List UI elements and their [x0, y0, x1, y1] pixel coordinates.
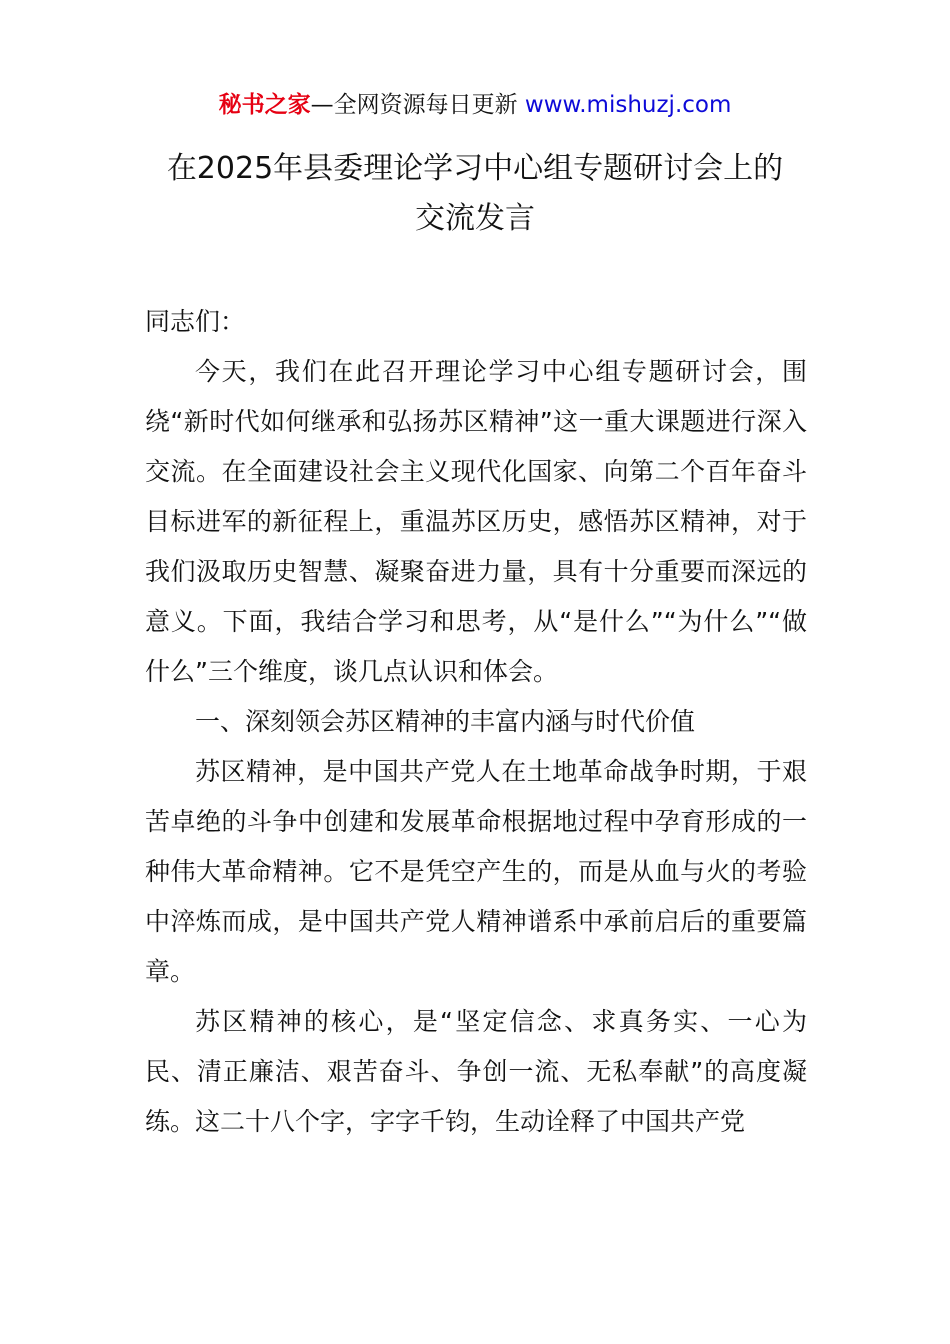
site-url-link[interactable]: www.mishuzj.com: [524, 92, 732, 118]
section-heading: 一、深刻领会苏区精神的丰富内涵与时代价值: [195, 707, 696, 736]
salutation: 同志们：: [145, 307, 246, 336]
document-body: [145, 297, 807, 1147]
site-tagline: —全网资源每日更新: [310, 92, 518, 118]
site-brand: 秘书之家: [218, 92, 311, 118]
document-title-line-2: 交流发言: [415, 201, 535, 236]
paragraph-definition: 苏区精神，是中国共产党人在土地革命战争时期，于艰苦卓绝的斗争中创建和发展革命根据地过程中孕育形成的一种伟大革命精神。它不是凭空产生的，而是从血与火的考验中淬炼而成，是中国共产党人精神谱系中承前启后的重要篇章。: [145, 757, 807, 986]
document-title-line-1: 在2025年县委理论学习中心组专题研讨会上的: [166, 151, 784, 186]
paragraph-core: 苏区精神的核心，是“坚定信念、求真务实、一心为民、清正廉洁、艰苦奋斗、争创一流、无私奉献”的高度凝练。这二十八个字，字字千钧，生动诠释了中国共产党: [145, 1007, 807, 1136]
site-header: [0, 88, 950, 122]
paragraph-intro: 今天，我们在此召开理论学习中心组专题研讨会，围绕“新时代如何继承和弘扬苏区精神”这一重大课题进行深入交流。在全面建设社会主义现代化国家、向第二个百年奋斗目标进军的新征程上，重温苏区历史，感悟苏区精神，对于我们汲取历史智慧、凝聚奋进力量，具有十分重要而深远的意义。下面，我结合学习和思考，从“是什么”“为什么”“做什么”三个维度，谈几点认识和体会。: [145, 357, 807, 686]
